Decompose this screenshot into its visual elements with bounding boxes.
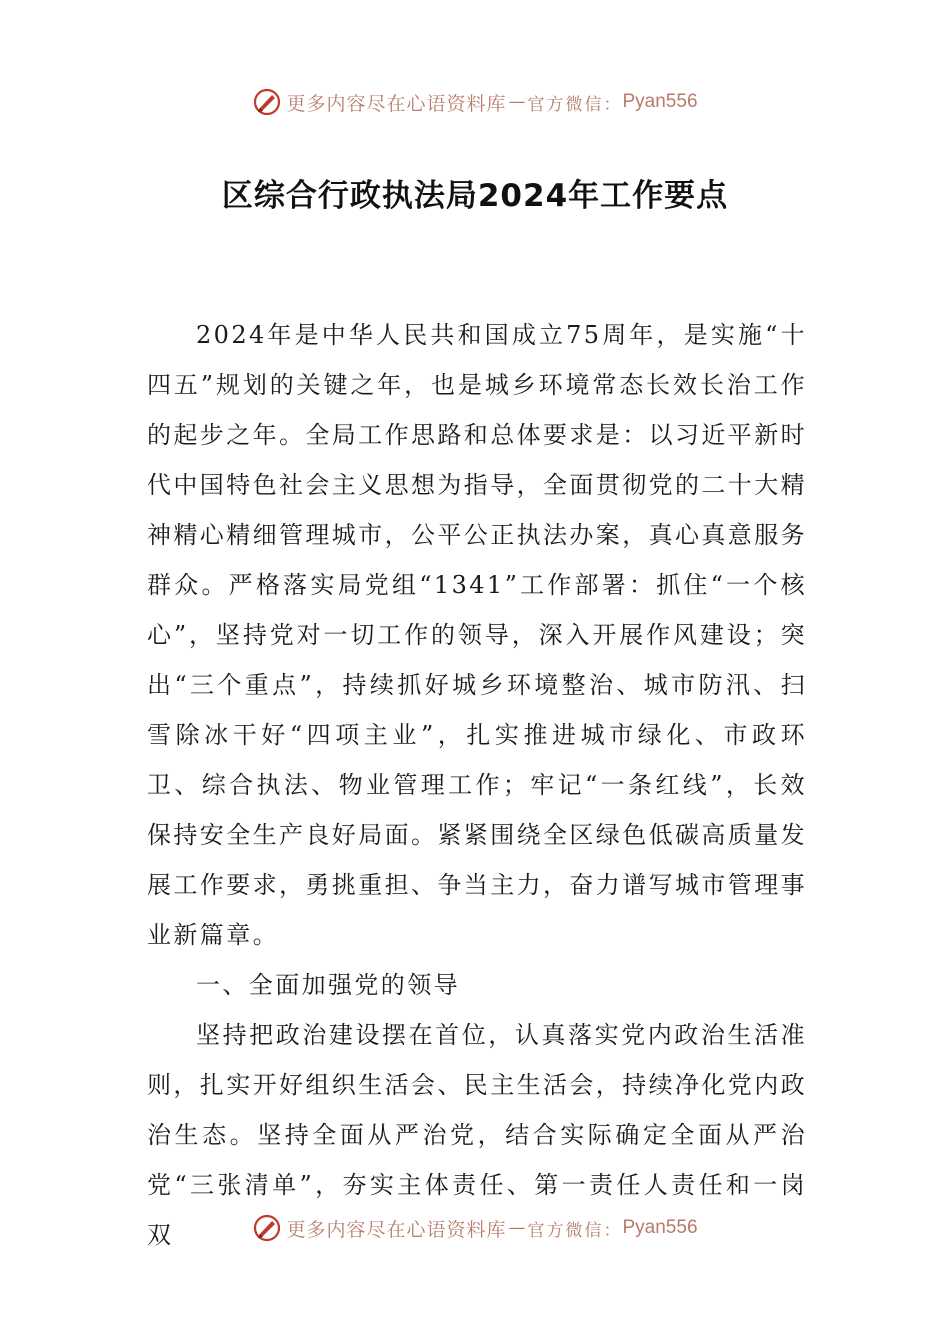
document-title: 区综合行政执法局2024年工作要点 — [221, 178, 729, 214]
document-body — [147, 310, 807, 1260]
banner-separator: — — [508, 1218, 526, 1238]
footer-watermark-banner — [0, 1208, 950, 1248]
banner-main-text: 更多内容尽在心语资料库 — [286, 92, 507, 115]
banner-main-text: 更多内容尽在心语资料库 — [286, 1218, 507, 1241]
banner-official-label: 官方微信： — [527, 94, 623, 115]
banner-wechat-id: Pyan556 — [622, 91, 698, 112]
paragraph-section-1: 坚持把政治建设摆在首位，认真落实党内政治生活准则，扎实开好组织生活会、民主生活会，持续净化党内政治生态。坚持全面从严治党，结合实际确定全面从严治党“三张清单”，夯实主体责任、第一责任人责任和一岗双 — [147, 1021, 807, 1249]
banner-wechat-id: Pyan556 — [622, 1217, 698, 1238]
banner-separator: — — [508, 92, 526, 112]
header-watermark-banner — [0, 82, 950, 122]
banner-official-label: 官方微信： — [527, 1220, 623, 1241]
pen-logo-icon — [252, 87, 282, 117]
pen-logo-icon — [252, 1213, 282, 1243]
paragraph-intro: 2024年是中华人民共和国成立75周年，是实施“十四五”规划的关键之年，也是城乡环境常态长效长治工作的起步之年。全局工作思路和总体要求是：以习近平新时代中国特色社会主义思想为指导，全面贯彻党的二十大精神精心精细管理城市，公平公正执法办案，真心真意服务群众。严格落实局党组“1341”工作部署：抓住“一个核心”，坚持党对一切工作的领导，深入开展作风建设；突出“三个重点”，持续抓好城乡环境整治、城市防汛、扫雪除冰干好“四项主业”，扎实推进城市绿化、市政环卫、综合执法、物业管理工作；牢记“一条红线”，长效保持安全生产良好局面。紧紧围绕全区绿色低碳高质量发展工作要求，勇挑重担、争当主力，奋力谱写城市管理事业新篇章。 — [147, 321, 807, 949]
section-heading-1: 一、全面加强党的领导 — [196, 971, 460, 999]
